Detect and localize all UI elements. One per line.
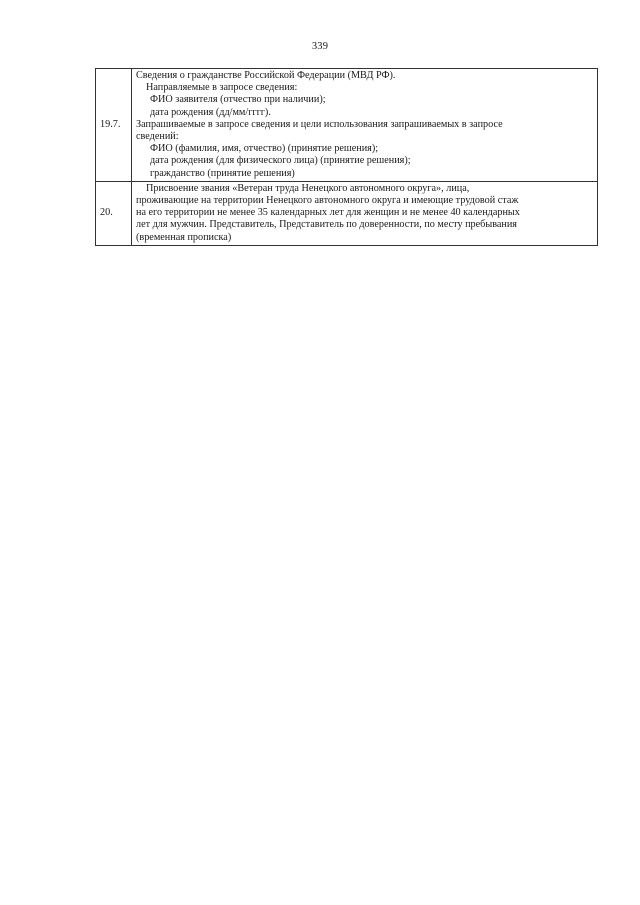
row-content: [132, 69, 598, 182]
text-line: Направляемые в запросе сведения:: [146, 82, 298, 94]
table-row: [96, 181, 598, 245]
services-table: [95, 68, 598, 246]
text-line: Сведения о гражданстве Российской Федерации (МВД РФ).: [136, 70, 396, 81]
table-row: [96, 69, 598, 182]
text-line: Присвоение звания «Ветеран труда Ненецкого автономного округа», лица,: [146, 182, 470, 194]
text-line: (временная прописка): [136, 231, 232, 243]
row-number: 20.: [96, 181, 132, 245]
text-line: на его территории не менее 35 календарных лет для женщин и не менее 40 календарных: [136, 207, 520, 219]
text-line: гражданство (принятие решения): [150, 167, 295, 179]
text-line: дата рождения (дд/мм/гггг).: [150, 106, 271, 118]
text-line: Запрашиваемые в запросе сведения и цели использования запрашиваемых в запросе: [136, 118, 503, 130]
row-content: [132, 181, 598, 245]
row-number: 19.7.: [96, 69, 132, 182]
text-line: ФИО заявителя (отчество при наличии);: [150, 94, 326, 106]
text-line: лет для мужчин. Представитель, Представитель по доверенности, по месту пребывания: [136, 219, 517, 231]
text-line: сведений:: [136, 131, 179, 143]
text-line: проживающие на территории Ненецкого автономного округа и имеющие трудовой стаж: [136, 195, 519, 207]
text-line: дата рождения (для физического лица) (принятие решения);: [150, 155, 411, 167]
text-line: ФИО (фамилия, имя, отчество) (принятие решения);: [150, 143, 379, 155]
page-number: 339: [311, 41, 329, 52]
